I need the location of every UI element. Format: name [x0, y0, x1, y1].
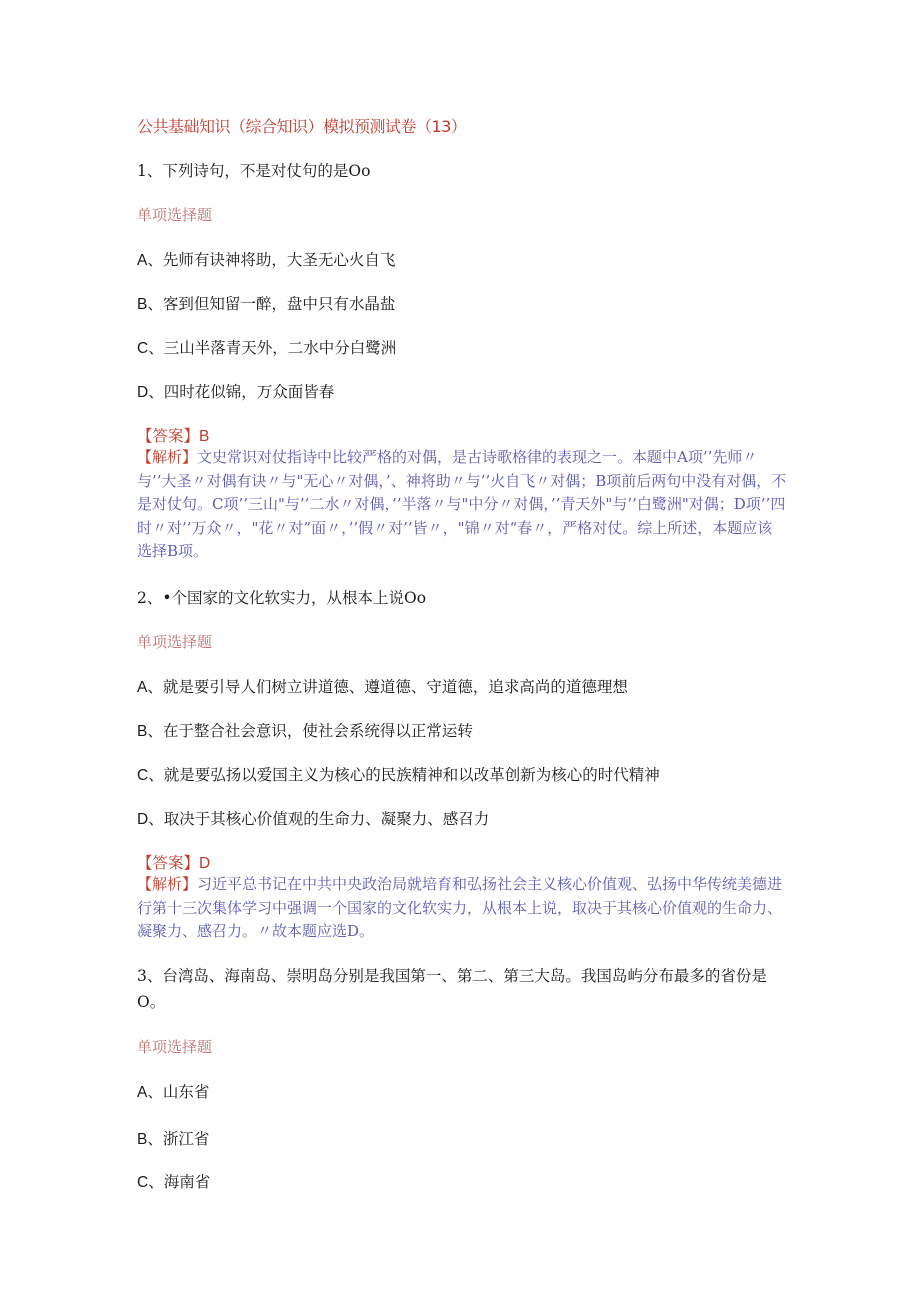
option-letter: C: [137, 767, 149, 784]
question-3-option-c: [137, 1170, 210, 1192]
option-letter: A: [137, 679, 148, 696]
option-text: 、三山半落青天外，二水中分白鹭洲: [148, 339, 397, 357]
question-1-option-c: [137, 336, 396, 358]
question-2-analysis: [137, 873, 787, 944]
question-3-option-b: [137, 1127, 209, 1149]
option-letter: D: [137, 811, 149, 828]
question-3-stem: 3、台湾岛、海南岛、崇明岛分别是我国第一、第二、第三大岛。我国岛屿分布最多的省份是O。: [137, 967, 767, 1011]
option-text: 、浙江省: [147, 1130, 210, 1148]
answer-tag: 【答案】: [137, 427, 200, 445]
question-1-answer: [137, 424, 209, 446]
option-letter: D: [137, 384, 149, 401]
analysis-text: 文史常识对仗指诗中比较严格的对偶，是古诗歌格律的表现之一。本题中A项’’先师〃与’’大圣〃对偶有诀〃与"无心〃对偶，’、神将助〃与’’火自飞〃对偶；B项前后两句中没有对偶，不是对仗句。C项’’三山"与’’二水〃对偶，’’半落〃与"中分〃对偶，’’青天外"与’’白鹭洲"对偶；D项’’四时〃对’’万众〃，"花〃对”面〃，’’假〃对’’皆〃，"锦〃对“春〃，严格对仗。综上所述，本题应该选择B项。: [137, 448, 787, 560]
analysis-tag: 【解析】: [137, 875, 198, 893]
question-1-stem: 1、下列诗句，不是对仗句的是Oo: [137, 162, 371, 180]
question-2-option-b: [137, 719, 473, 741]
answer-value: B: [199, 428, 210, 445]
page-title: 公共基础知识（综合知识）模拟预测试卷（13）: [137, 117, 467, 136]
question-3-type: 单项选择题: [137, 1038, 213, 1056]
option-letter: B: [137, 1131, 148, 1148]
answer-value: D: [199, 855, 211, 872]
question-1-type: 单项选择题: [137, 206, 213, 224]
analysis-tag: 【解析】: [137, 448, 198, 466]
option-text: 、在于整合社会意识，使社会系统得以正常运转: [147, 722, 473, 740]
question-2-option-a: [137, 675, 628, 697]
option-letter: B: [137, 296, 148, 313]
question-3-option-a: [137, 1080, 209, 1102]
option-text: 、海南省: [148, 1173, 211, 1191]
question-2-type: 单项选择题: [137, 633, 213, 651]
question-1-option-a: [137, 248, 395, 270]
option-letter: A: [137, 252, 148, 269]
question-2-option-d: [137, 807, 489, 829]
answer-tag: 【答案】: [137, 854, 200, 872]
analysis-text: 习近平总书记在中共中央政治局就培育和弘扬社会主义核心价值观、弘扬中华传统美德进行第十三次集体学习中强调一个国家的文化软实力，从根本上说，取决于其核心价值观的生命力、凝聚力、感召力。〃故本题应选D。: [137, 875, 783, 940]
question-2-option-c: [137, 763, 660, 785]
question-2-answer: [137, 851, 210, 873]
option-text: 、先师有诀神将助，大圣无心火自飞: [147, 251, 396, 269]
option-text: 、客到但知留一醉，盘中只有水晶盐: [147, 295, 396, 313]
option-text: 、山东省: [147, 1083, 210, 1101]
option-text: 、就是要弘扬以爱国主义为核心的民族精神和以改革创新为核心的时代精神: [148, 766, 660, 784]
option-text: 、取决于其核心价值观的生命力、凝聚力、感召力: [148, 810, 490, 828]
option-text: 、就是要引导人们树立讲道德、遵道德、守道德，追求高尚的道德理想: [147, 678, 628, 696]
option-letter: C: [137, 340, 149, 357]
question-1-analysis: [137, 446, 787, 564]
option-text: 、四时花似锦，万众面皆春: [148, 383, 335, 401]
question-1-option-b: [137, 292, 395, 314]
option-letter: C: [137, 1174, 149, 1191]
option-letter: B: [137, 723, 148, 740]
question-1-option-d: [137, 380, 334, 402]
option-letter: A: [137, 1084, 148, 1101]
question-2-stem: 2、•个国家的文化软实力，从根本上说Oo: [137, 589, 427, 607]
